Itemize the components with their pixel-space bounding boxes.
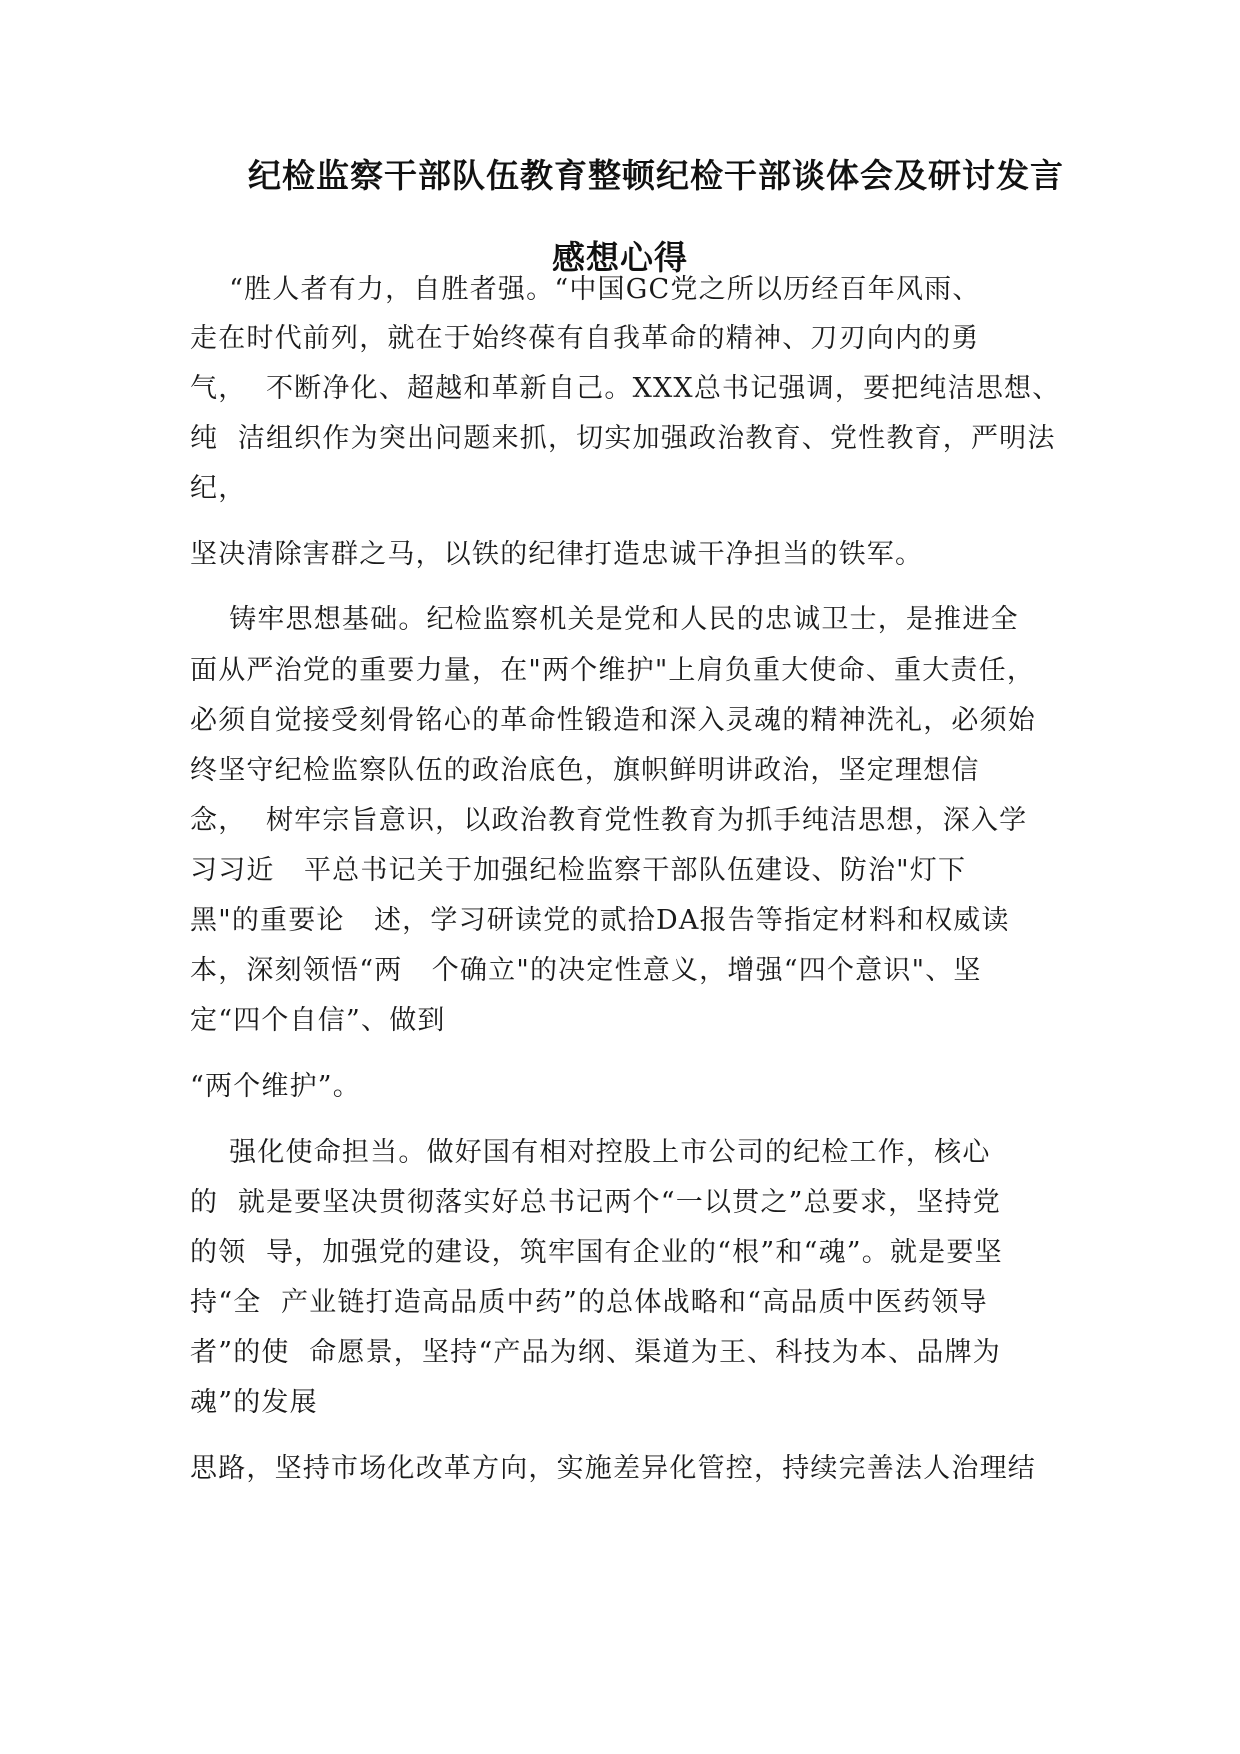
body-line: 终坚守纪检监察队伍的政治底色，旗帜鲜明讲政治，坚定理想信 [190, 755, 980, 786]
body-line: 气， 不断净化、超越和革新自己。XXX总书记强调，要把纯洁思想、 [190, 373, 1061, 404]
body-line: 本，深刻领悟“两 个确立"的决定性意义，增强“四个意识"、坚 [190, 955, 982, 986]
body-line: 铸牢思想基础。纪检监察机关是党和人民的忠诚卫士，是推进全 [190, 604, 1019, 635]
body-line: 者”的使 命愿景，坚持“产品为纲、渠道为王、科技为本、品牌为 [190, 1337, 1001, 1368]
body-line: 思路，坚持市场化改革方向，实施差异化管控，持续完善法人治理结 [190, 1453, 1036, 1484]
body-line: 魂”的发展 [190, 1387, 318, 1418]
body-line: 走在时代前列，就在于始终葆有自我革命的精神、刀刃向内的勇 [190, 323, 980, 354]
body-line: 面从严治党的重要力量，在"两个维护"上肩负重大使命、重大责任， [190, 655, 1036, 686]
body-line: 纯 洁组织作为突出问题来抓，切实加强政治教育、党性教育，严明法 [190, 423, 1056, 454]
document-title-line-2: 感想心得 [552, 238, 688, 277]
body-line: 的领 导，加强党的建设，筑牢国有企业的“根”和“魂”。就是要坚 [190, 1237, 1003, 1268]
body-line: 强化使命担当。做好国有相对控股上市公司的纪检工作，核心 [190, 1137, 991, 1168]
body-line: 的 就是要坚决贯彻落实好总书记两个“一以贯之”总要求，坚持党 [190, 1187, 1001, 1218]
body-line: 必须自觉接受刻骨铭心的革命性锻造和深入灵魂的精神洗礼，必须始 [190, 705, 1036, 736]
body-line: “两个维护”。 [190, 1071, 362, 1102]
body-line: 持“全 产业链打造高品质中药”的总体战略和“高品质中医药领导 [190, 1287, 988, 1318]
document-title-line-1: 纪检监察干部队伍教育整顿纪检干部谈体会及研讨发言 [248, 156, 1064, 195]
body-line: 纪， [190, 473, 247, 504]
body-line: 定“四个自信”、做到 [190, 1005, 446, 1036]
body-line: “胜人者有力，自胜者强。“中国GC党之所以历经百年风雨、 [190, 274, 981, 305]
body-line: 念， 树牢宗旨意识，以政治教育党性教育为抓手纯洁思想，深入学 [190, 805, 1028, 836]
body-line: 习习近 平总书记关于加强纪检监察干部队伍建设、防治"灯下 [190, 855, 967, 886]
body-line: 黑"的重要论 述，学习研读党的贰拾DA报告等指定材料和权威读 [190, 905, 1010, 936]
body-line: 坚决清除害群之马，以铁的纪律打造忠诚干净担当的铁军。 [190, 539, 924, 570]
